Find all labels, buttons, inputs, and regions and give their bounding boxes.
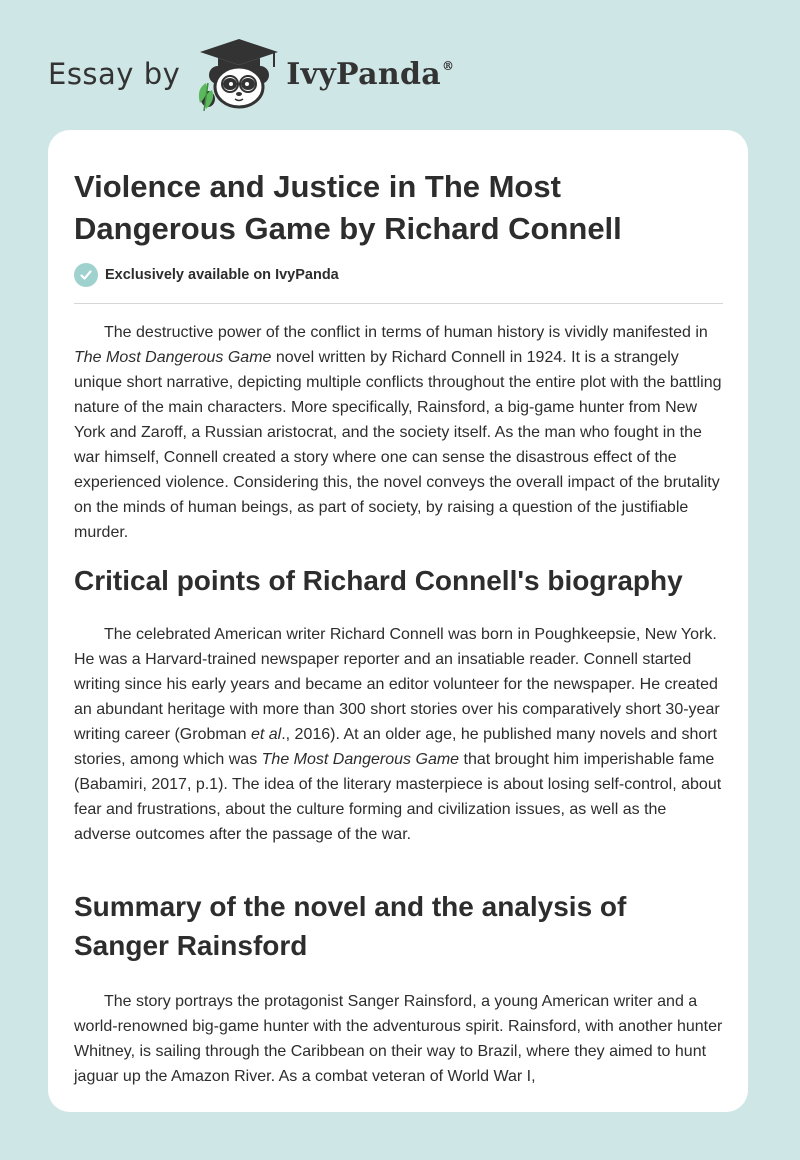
section-heading-summary: Summary of the novel and the analysis of Sanger Rainsford — [74, 891, 627, 961]
panda-logo-icon — [194, 37, 284, 111]
intro-paragraph: The destructive power of the conflict in terms of human history is vividly manifested in The Most Dangerous Game novel written by Richard Connell in 1924. It is a strangely unique short narrative, depicting multiple conflicts throughout the entire plot with the battling nature of the main characters. More specifically, Rainsford, a big-game hunter from New York and Zaroff, a Russian aristocrat, and the society itself. As the man who fought in the war himself, Connell created a story where one can sense the disastrous effect of the experienced violence. Considering this, the novel conveys the overall impact of the brutality on the minds of human beings, as part of society, by raising a question of the justifiable murder. — [74, 324, 722, 541]
summary-paragraph: The story portrays the protagonist Sanger Rainsford, a young American writer and a world-renowned big-game hunter with the adventurous spirit. Rainsford, with another hunter Whitney, is sailing through the Caribbean on their way to Brazil, where they aimed to hunt jaguar up the Amazon River. As a combat veteran of World War I, — [74, 993, 723, 1085]
brand-name: IvyPanda® — [286, 56, 455, 92]
divider — [74, 303, 723, 304]
article-title: Violence and Justice in The Most Dangerous Game by Richard Connell — [74, 169, 622, 246]
exclusive-badge — [74, 263, 339, 287]
site-brand[interactable] — [48, 34, 454, 114]
article-card — [48, 130, 748, 1112]
section-heading-biography: Critical points of Richard Connell's biography — [74, 565, 683, 596]
biography-paragraph: The celebrated American writer Richard Connell was born in Poughkeepsie, New York. He was a Harvard-trained newspaper reporter and an insatiable reader. Connell started writing since his early years and became an editor volunteer for the newspaper. He created an abundant heritage with more than 300 short stories over his comparatively short 30-year writing career (Grobman et al., 2016). At an older age, he published many novels and short stories, among which was The Most Dangerous Game that brought him imperishable fame (Babamiri, 2017, p.1). The idea of the literary masterpiece is about losing self-control, about fear and frustrations, about the culture forming and civilization issues, as well as the adverse outcomes after the passage of the war. — [74, 626, 722, 843]
essay-by-label: Essay by — [48, 57, 181, 91]
check-circle-icon — [74, 263, 98, 287]
exclusive-badge-label: Exclusively available on IvyPanda — [105, 267, 339, 283]
